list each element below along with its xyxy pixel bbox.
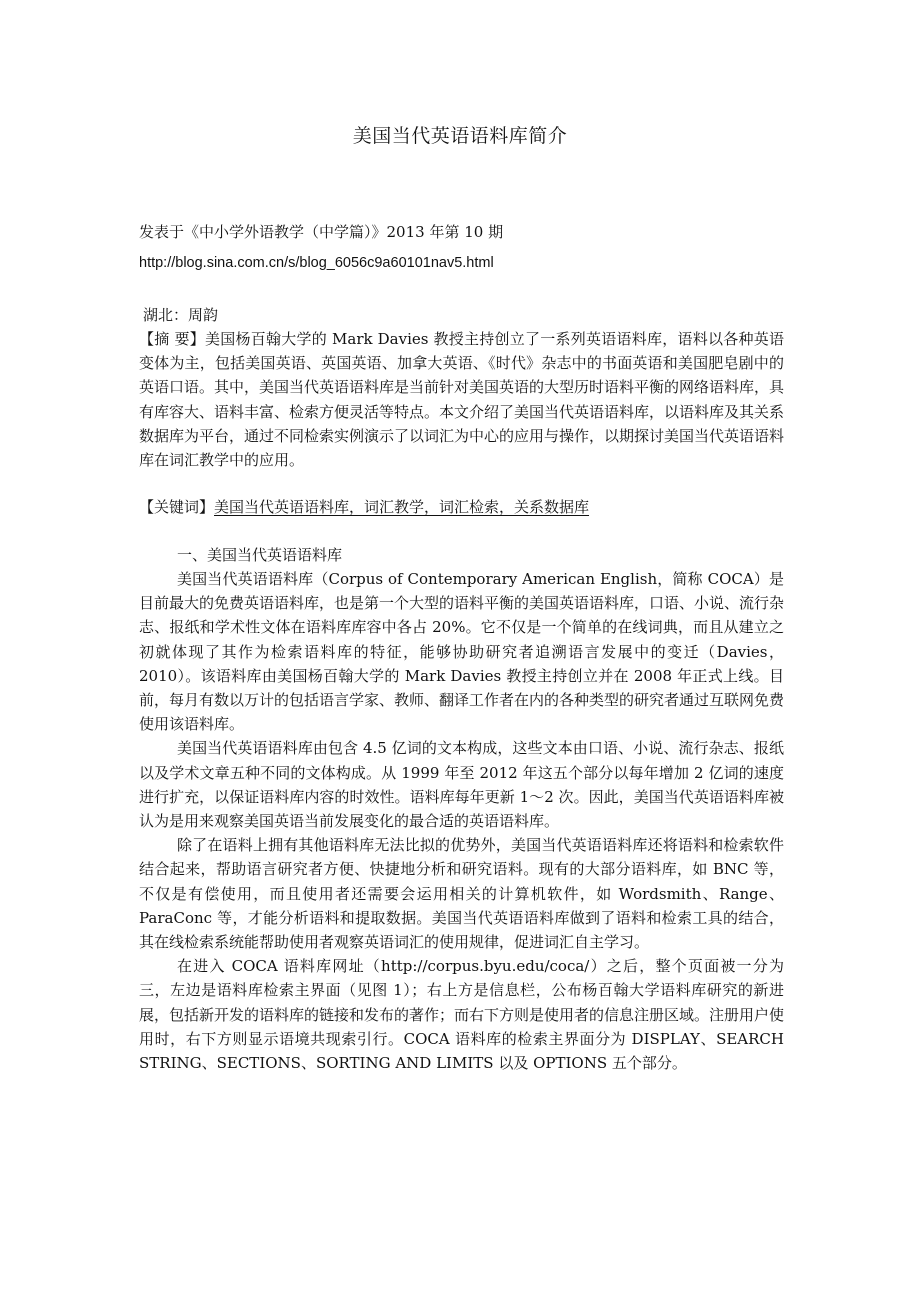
- document-title: 美国当代英语语料库简介: [352, 125, 568, 147]
- publication-line: 发表于《中小学外语教学（中学篇）》2013 年第 10 期: [139, 223, 504, 241]
- paragraph: 美国当代英语语料库（Corpus of Contemporary American English，简称 COCA）是目前最大的免费英语语料库，也是第一个大型的语料平衡的美国英语语料库，口语、小说、流行杂志、报纸和学术性文体在语料库库容中各占 20%。它不仅是一个简单的在线词典，而且从建立之初就体现了其作为检索语料库的特征，能够协助研究者追溯语言发展中的变迁（Davies，2010）。该语料库由美国杨百翰大学的 Mark Davies 教授主持创立并在 2008 年正式上线。目前，每月有数以万计的包括语言学家、教师、翻译工作者在内的各种类型的研究者通过互联网免费使用该语料库。: [139, 570, 785, 734]
- paragraph: 在进入 COCA 语料库网址（http://corpus.byu.edu/coca/）之后，整个页面被一分为三，左边是语料库检索主界面（见图 1）；右上方是信息栏，公布杨百翰大学语料库研究的新进展，包括新开发的语料库的链接和发布的著作；而右下方则是使用者的信息注册区域。注册用户使用时，右下方则显示语境共现索引行。COCA 语料库的检索主界面分为 DISPLAY、SEARCH STRING、SECTIONS、SORTING AND LIMITS 以及 OPTIONS 五个部分。: [139, 957, 785, 1073]
- section-body: [139, 567, 784, 1075]
- author-line: 湖北：周韵: [143, 306, 219, 324]
- keywords-terms: 美国当代英语语料库，词汇教学，词汇检索，关系数据库: [214, 498, 590, 516]
- section-heading: 一、美国当代英语语料库: [177, 546, 343, 564]
- paragraph: 除了在语料上拥有其他语料库无法比拟的优势外，美国当代英语语料库还将语料和检索软件结合起来，帮助语言研究者方便、快捷地分析和研究语料。现有的大部分语料库，如 BNC 等，不仅是有偿使用，而且使用者还需要会运用相关的计算机软件，如 Wordsmith、Range、ParaConc 等，才能分析语料和提取数据。美国当代英语语料库做到了语料和检索工具的结合，其在线检索系统能帮助使用者观察英语词汇的使用规律，促进词汇自主学习。: [139, 836, 784, 952]
- abstract: [139, 327, 784, 472]
- abstract-label: 【摘 要】: [139, 330, 206, 348]
- abstract-text: 美国杨百翰大学的 Mark Davies 教授主持创立了一系列英语语料库，语料以各种英语变体为主，包括美国英语、英国英语、加拿大英语、《时代》杂志中的书面英语和美国肥皂剧中的英语口语。其中，美国当代英语语料库是当前针对美国英语的大型历时语料平衡的网络语料库，具有库容大、语料丰富、检索方便灵活等特点。本文介绍了美国当代英语语料库，以语料库及其关系数据库为平台，通过不同检索实例演示了以词汇为中心的应用与操作，以期探讨美国当代英语语料库在词汇教学中的应用。: [139, 330, 785, 470]
- keywords-label: 【关键词】: [139, 498, 215, 516]
- source-url[interactable]: http://blog.sina.com.cn/s/blog_6056c9a60101nav5.html: [139, 255, 494, 271]
- keywords: [139, 495, 784, 519]
- paragraph: 美国当代英语语料库由包含 4.5 亿词的文本构成，这些文本由口语、小说、流行杂志、报纸以及学术文章五种不同的文体构成。从 1999 年至 2012 年这五个部分以每年增加 2 亿词的速度进行扩充，以保证语料库内容的时效性。语料库每年更新 1～2 次。因此，美国当代英语语料库被认为是用来观察美国英语当前发展变化的最合适的英语语料库。: [139, 739, 784, 831]
